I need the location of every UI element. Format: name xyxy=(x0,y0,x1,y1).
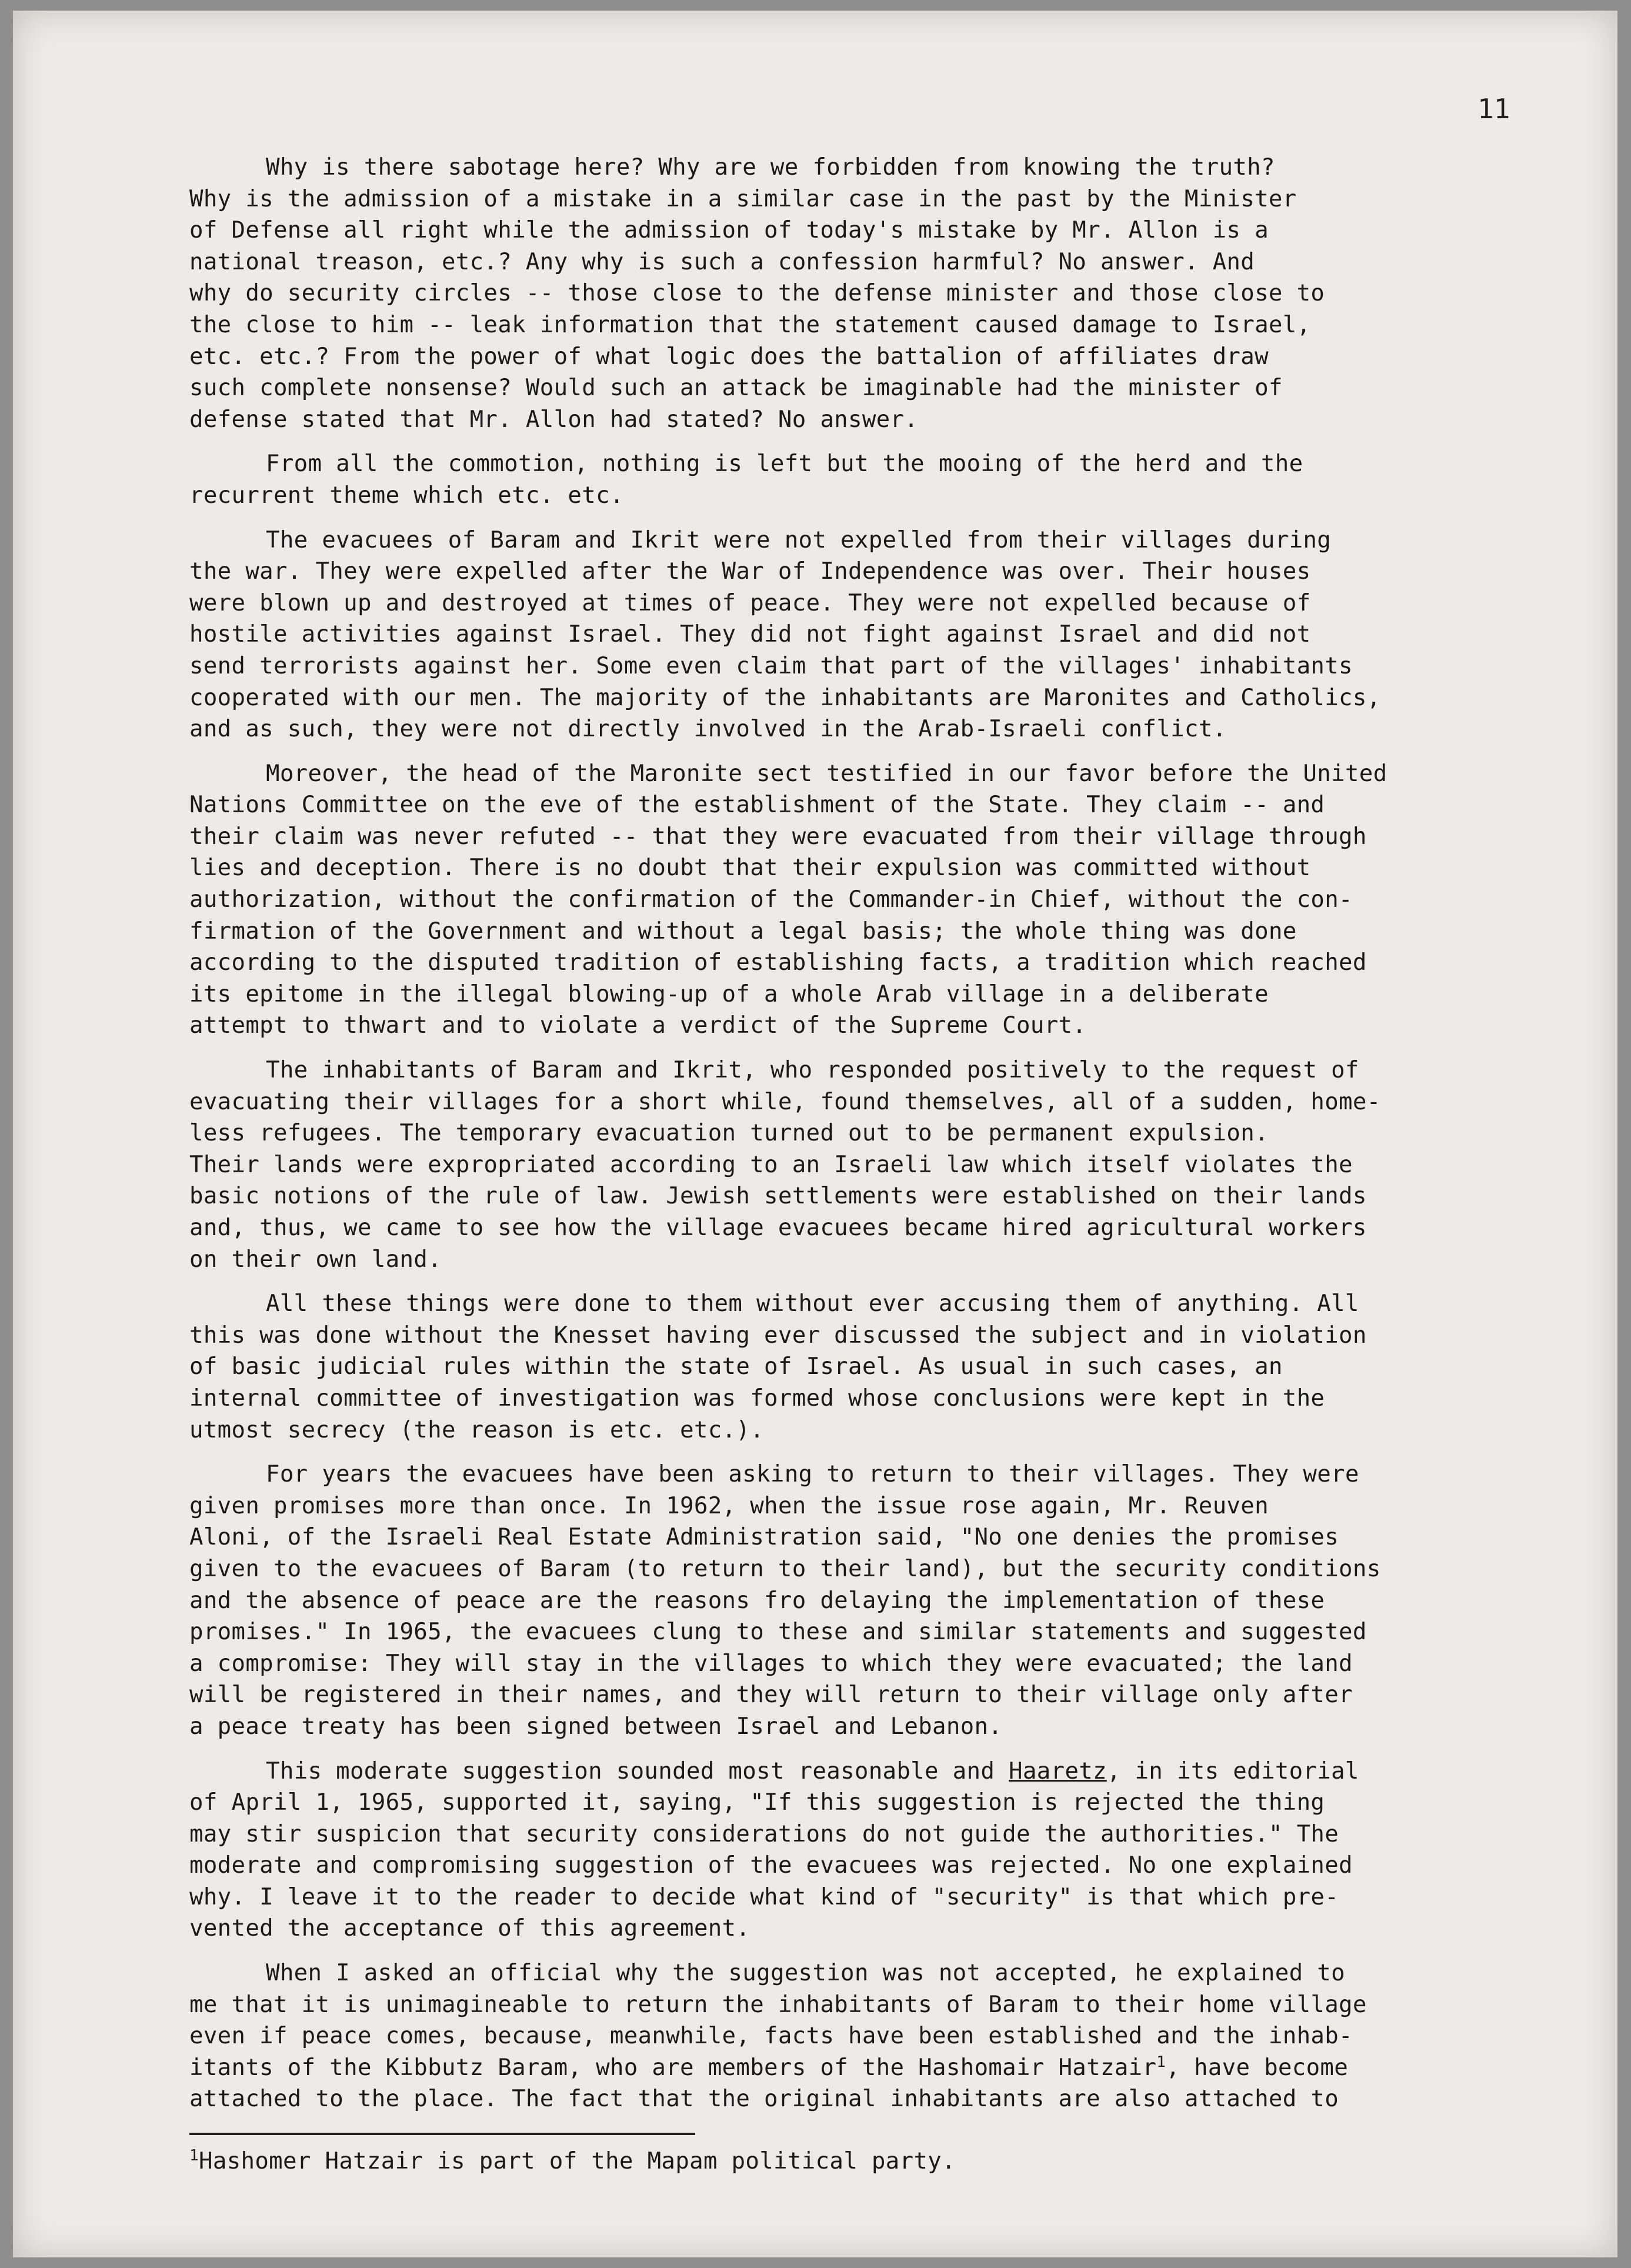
paragraph-9 xyxy=(189,1957,1507,2115)
paragraph-3: The evacuees of Baram and Ikrit were not expelled from their villages during the war. They were expelled after the War of Independence was over. Their houses were blown up and destroyed at times of peace. They were not expelled because of hostile activities against Israel. They did not fight against Israel and did not send terrorists against her. Some even claim that part of the villages' inhabitants cooperated with our men. The majority of the inhabitants are Maronites and Catholics, and as such, they were not directly involved in the Arab-Israeli conflict. xyxy=(189,526,1381,743)
paragraph-4: Moreover, the head of the Maronite sect testified in our favor before the United Nations Committee on the eve of the establishment of the State. They claim -- and their claim was never refuted -- that they were evacuated from their village through lies and deception. There is no doubt that their expulsion was committed without authorization, without the confirmation of the Commander-in Chief, without the con- firmation of the Government and without a legal basis; the whole thing was done according to the disputed tradition of establishing facts, a tradition which reached its epitome in the illegal blowing-up of a whole Arab village in a deliberate attempt to thwart and to violate a verdict of the Supreme Court. xyxy=(189,760,1387,1039)
newspaper-name: Haaretz xyxy=(1009,1757,1107,1785)
footnote-reference: 1 xyxy=(1156,2053,1166,2071)
footnote-text: Hashomer Hatzair is part of the Mapam political party. xyxy=(199,2148,956,2174)
paragraph-9-text-after: , have become attached to the place. The fact that the original inhabitants are also attached to xyxy=(189,2054,1349,2113)
paragraph-6: All these things were done to them without ever accusing them of anything. All this was done without the Knesset having ever discussed the subject and in violation of basic judicial rules within the state of Israel. As usual in such cases, an internal committee of investigation was formed whose conclusions were kept in the utmost secrecy (the reason is etc. etc.). xyxy=(189,1290,1367,1443)
paragraph-9-text-before: When I asked an official why the suggestion was not accepted, he explained to me that it is unimagineable to return the inhabitants of Baram to their home village even if peace comes, because, meanwhile, facts have been established and the inhab- itants of the Kibbutz Baram, who are members of the Hashomair Hatzair xyxy=(189,1960,1367,2081)
footnote xyxy=(189,2146,956,2177)
paragraph-5: The inhabitants of Baram and Ikrit, who responded positively to the request of evacuating their villages for a short while, found themselves, all of a sudden, home- less refugees. The temporary evacuation turned out to be permanent expulsion. Their lands were expropriated according to an Israeli law which itself violates the basic notions of the rule of law. Jewish settlements were established on their lands and, thus, we came to see how the village evacuees became hired agricultural workers on their own land. xyxy=(189,1057,1381,1273)
page-number: 11 xyxy=(1477,93,1510,125)
paragraph-1: Why is there sabotage here? Why are we forbidden from knowing the truth? Why is the admission of a mistake in a similar case in the past by the Minister of Defense all right while the admission of today's mistake by Mr. Allon is a national treason, etc.? Any why is such a confession harmful? No answer. And why do security circles -- those close to the defense minister and those close to the close to him -- leak information that the statement caused damage to Israel, etc. etc.? From the power of what logic does the battalion of affiliates draw such complete nonsense? Would such an attack be imaginable had the minister of defense stated that Mr. Allon had stated? No answer. xyxy=(189,154,1325,433)
paragraph-8 xyxy=(189,1756,1507,1945)
document-page xyxy=(13,11,1617,2257)
footnote-divider xyxy=(189,2133,695,2135)
paragraph-2: From all the commotion, nothing is left but the mooing of the herd and the recurrent theme which etc. etc. xyxy=(189,451,1303,509)
paragraph-8-text-after: , in its editorial of April 1, 1965, supported it, saying, "If this suggestion is rejected the thing may stir suspicion that security considerations do not guide the authorities." The moderate and compromising suggestion of the evacuees was rejected. No one explained why. I leave it to the reader to decide what kind of "security" is that which pre- vented the acceptance of this agreement. xyxy=(189,1757,1359,1942)
paragraph-7: For years the evacuees have been asking to return to their villages. They were given promises more than once. In 1962, when the issue rose again, Mr. Reuven Aloni, of the Israeli Real Estate Administration said, "No one denies the promises given to the evacuees of Baram (to return to their land), but the security conditions and the absence of peace are the reasons fro delaying the implementation of these promises." In 1965, the evacuees clung to these and similar statements and suggested a compromise: They will stay in the villages to which they were evacuated; the land will be registered in their names, and they will return to their village only after a peace treaty has been signed between Israel and Lebanon. xyxy=(189,1461,1381,1740)
document-body xyxy=(189,152,1507,2115)
footnote-marker: 1 xyxy=(189,2147,199,2164)
paragraph-8-text-before: This moderate suggestion sounded most reasonable and xyxy=(266,1757,1009,1785)
